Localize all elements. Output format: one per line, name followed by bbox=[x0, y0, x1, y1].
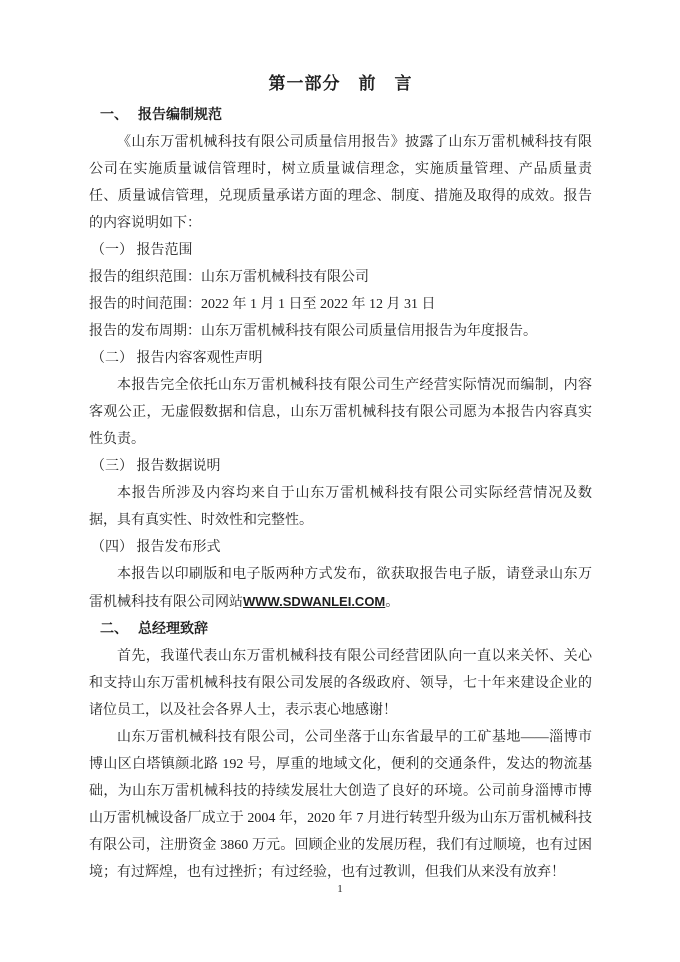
section-heading-gm-speech bbox=[89, 616, 592, 643]
publish-text-after-link: 。 bbox=[385, 595, 400, 610]
report-org-scope-line: 报告的组织范围：山东万雷机械科技有限公司 bbox=[89, 270, 369, 285]
page-title: 第一部分 前 言 bbox=[268, 74, 413, 93]
section-number: 二、 bbox=[100, 622, 128, 637]
intro-paragraph: 《山东万雷机械科技有限公司质量信用报告》披露了山东万雷机械科技有限公司在实施质量诚信管理时，树立质量诚信理念，实施质量管理、产品质量责任、质量诚信管理，兑现质量承诺方面的理念、制度、措施及取得的成效。报告的内容说明如下： bbox=[89, 135, 592, 231]
heading-publish-form: （四） 报告发布形式 bbox=[91, 540, 221, 555]
gm-greeting-paragraph: 首先，我谨代表山东万雷机械科技有限公司经营团队向一直以来关怀、关心和支持山东万雷机械科技有限公司发展的各级政府、领导，七十年来建设企业的诸位员工，以及社会各界人士，表示衷心地感谢！ bbox=[89, 649, 592, 718]
section-number: 一、 bbox=[100, 108, 128, 123]
page-number: 1 bbox=[337, 883, 343, 895]
document-content bbox=[89, 70, 592, 886]
section-heading-report-standards bbox=[89, 102, 592, 129]
objectivity-paragraph: 本报告完全依托山东万雷机械科技有限公司生产经营实际情况而编制，内容客观公正，无虚假数据和信息，山东万雷机械科技有限公司愿为本报告内容真实性负责。 bbox=[89, 378, 592, 447]
website-link[interactable]: WWW.SDWANLEI.COM bbox=[243, 594, 386, 609]
heading-objectivity-statement: （二） 报告内容客观性声明 bbox=[91, 351, 263, 366]
publish-paragraph bbox=[89, 561, 592, 616]
gm-company-paragraph: 山东万雷机械科技有限公司，公司坐落于山东省最早的工矿基地——淄博市博山区白塔镇颜北路 192 号，厚重的地域文化，便利的交通条件，发达的物流基础，为山东万雷机械科技的持续发展壮大创造了良好的环境。公司前身淄博市博山万雷机械设备厂成立于 2004 年，2020 年 7 月进行转型升级为山东万雷机械科技有限公司，注册资金 3860 万元。回顾企业的发展历程，我们有过顺境，也有过困境；有过辉煌，也有过挫折；有过经验，也有过教训，但我们从来没有放弃！ bbox=[89, 730, 592, 880]
section-heading-label: 总经理致辞 bbox=[138, 622, 208, 637]
heading-data-note: （三） 报告数据说明 bbox=[91, 459, 221, 474]
publish-text-before-link: 本报告以印刷版和电子版两种方式发布，欲获取报告电子版，请登录山东万雷机械科技有限公司网站 bbox=[89, 567, 592, 610]
data-note-paragraph: 本报告所涉及内容均来自于山东万雷机械科技有限公司实际经营情况及数据，具有真实性、时效性和完整性。 bbox=[89, 486, 592, 528]
heading-report-scope: （一） 报告范围 bbox=[91, 243, 193, 258]
report-cycle-line: 报告的发布周期：山东万雷机械科技有限公司质量信用报告为年度报告。 bbox=[89, 324, 537, 339]
report-time-range-line: 报告的时间范围：2022 年 1 月 1 日至 2022 年 12 月 31 日 bbox=[89, 297, 436, 312]
section-heading-label: 报告编制规范 bbox=[138, 108, 222, 123]
